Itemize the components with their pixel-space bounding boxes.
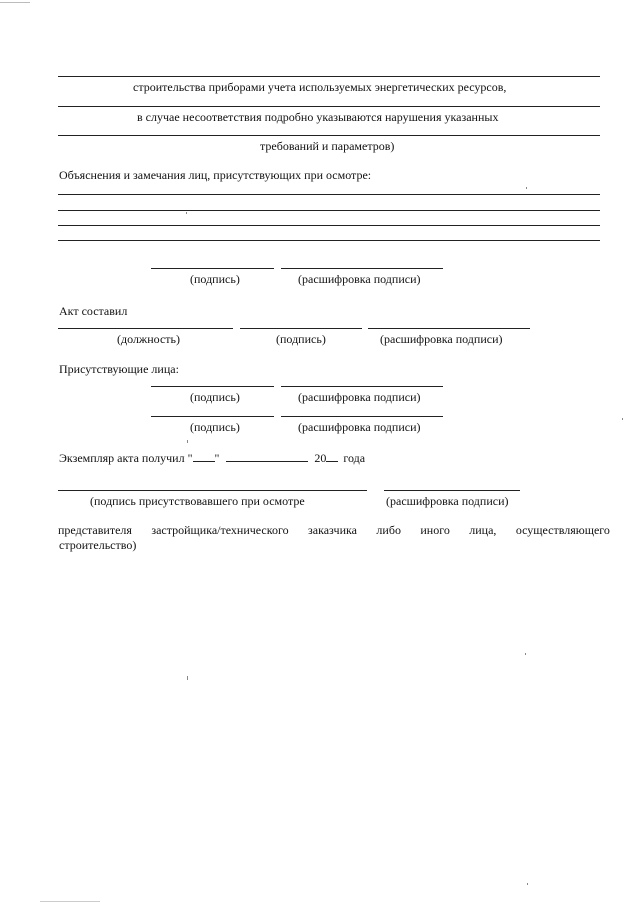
act-decryption-caption: (расшифровка подписи) — [380, 332, 503, 346]
present-decryption-caption-1: (расшифровка подписи) — [298, 390, 421, 404]
final-word: представителя — [58, 523, 132, 537]
copy-received-prefix: Экземпляр акта получил " — [59, 451, 193, 465]
final-signature-caption: (подпись присутствовавшего при осмотре — [90, 494, 305, 508]
header-line-1: строительства приборами учета используемых энергетических ресурсов, — [133, 80, 507, 94]
present-signature-caption-2: (подпись) — [190, 420, 240, 434]
scan-speck — [40, 901, 100, 902]
final-word: осуществляющего — [515, 523, 610, 537]
top-rule-2 — [58, 106, 600, 107]
explanations-label: Объяснения и замечания лиц, присутствующих при осмотре: — [59, 168, 372, 182]
act-decryption-line — [368, 328, 530, 329]
copy-received-line — [59, 450, 365, 465]
signature-line — [151, 268, 274, 269]
final-word: заказчика — [308, 523, 357, 537]
present-signature-line-1 — [151, 386, 274, 387]
present-signature-line-2 — [151, 416, 274, 417]
year-suffix: года — [343, 451, 366, 465]
present-decryption-line-1 — [281, 386, 443, 387]
scan-speck — [527, 883, 528, 885]
header-line-3: требований и параметров) — [260, 139, 395, 153]
final-word: либо — [376, 523, 401, 537]
top-rule-3 — [58, 135, 600, 136]
act-signature-caption: (подпись) — [276, 332, 326, 346]
final-word: застройщика/технического — [151, 523, 289, 537]
present-label: Присутствующие лица: — [59, 362, 179, 376]
act-label: Акт составил — [59, 304, 128, 318]
decryption-caption: (расшифровка подписи) — [298, 272, 421, 286]
month-blank — [226, 450, 308, 462]
explanations-line-3 — [58, 225, 600, 226]
scan-speck — [622, 418, 623, 420]
signature-caption: (подпись) — [190, 272, 240, 286]
top-rule-1 — [58, 76, 600, 77]
explanations-line-4 — [58, 240, 600, 241]
scan-speck — [525, 653, 526, 655]
final-decryption-line — [384, 490, 520, 491]
day-blank — [193, 450, 215, 462]
present-decryption-caption-2: (расшифровка подписи) — [298, 420, 421, 434]
explanations-line-2 — [58, 210, 600, 211]
scan-speck — [186, 212, 187, 214]
header-line-2: в случае несоответствия подробно указываются нарушения указанных — [137, 110, 499, 124]
scan-speck — [187, 440, 188, 443]
present-decryption-line-2 — [281, 416, 443, 417]
scan-speck — [187, 676, 188, 680]
final-paragraph-line-1 — [58, 523, 610, 537]
final-decryption-caption: (расшифровка подписи) — [386, 494, 509, 508]
act-position-line — [58, 328, 233, 329]
copy-received-quote-close: " — [214, 451, 220, 465]
year-prefix: 20 — [314, 451, 327, 465]
explanations-line-1 — [58, 194, 600, 195]
scan-speck — [526, 187, 527, 189]
scan-speck — [0, 2, 30, 3]
final-word: лица, — [469, 523, 497, 537]
act-position-caption: (должность) — [117, 332, 180, 346]
final-signature-line — [58, 490, 367, 491]
act-signature-line — [240, 328, 362, 329]
final-paragraph-line-2: строительство) — [59, 538, 137, 552]
present-signature-caption-1: (подпись) — [190, 390, 240, 404]
decryption-line — [281, 268, 443, 269]
year-blank — [326, 450, 338, 462]
final-word: иного — [420, 523, 450, 537]
